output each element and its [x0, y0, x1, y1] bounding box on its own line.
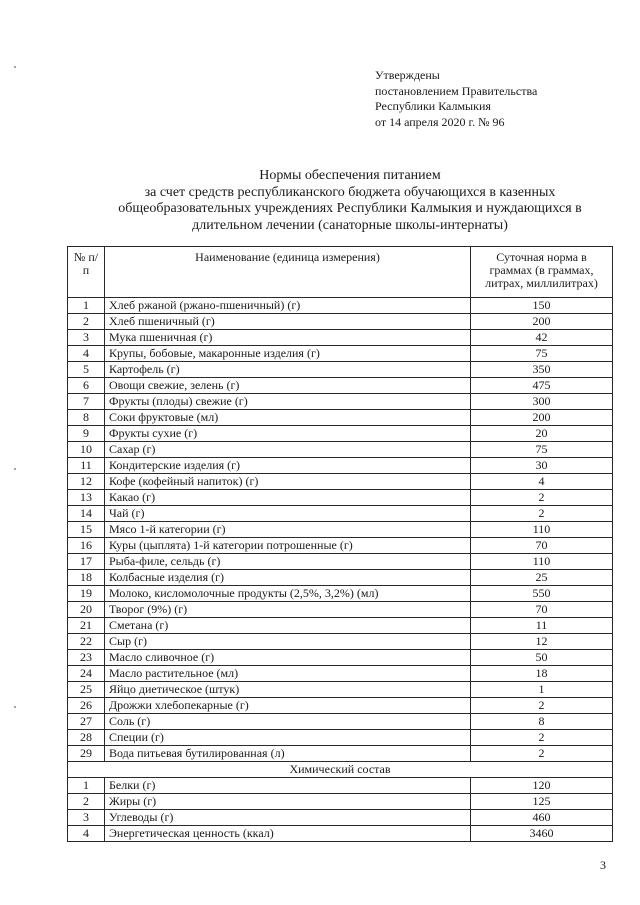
row-name: Картофель (г) — [105, 362, 471, 378]
row-number: 18 — [68, 570, 105, 586]
row-value: 550 — [471, 586, 613, 602]
row-name: Мясо 1-й категории (г) — [105, 522, 471, 538]
row-name: Колбасные изделия (г) — [105, 570, 471, 586]
row-number: 13 — [68, 490, 105, 506]
header-daily-norm: Суточная норма в граммах (в граммах, литрах, миллилитрах) — [471, 247, 613, 298]
row-number: 27 — [68, 714, 105, 730]
row-name: Фрукты (плоды) свежие (г) — [105, 394, 471, 410]
row-name: Вода питьевая бутилированная (л) — [105, 746, 471, 762]
row-name: Масло растительное (мл) — [105, 666, 471, 682]
row-name: Молоко, кисломолочные продукты (2,5%, 3,2%) (мл) — [105, 586, 471, 602]
row-name: Соль (г) — [105, 714, 471, 730]
table-row — [68, 442, 613, 458]
row-value: 50 — [471, 650, 613, 666]
row-value: 18 — [471, 666, 613, 682]
row-number: 8 — [68, 410, 105, 426]
row-number: 9 — [68, 426, 105, 442]
row-name: Хлеб ржаной (ржано-пшеничный) (г) — [105, 298, 471, 314]
table-row — [68, 810, 613, 826]
row-number: 22 — [68, 634, 105, 650]
row-name: Творог (9%) (г) — [105, 602, 471, 618]
row-name: Куры (цыплята) 1-й категории потрошенные (г) — [105, 538, 471, 554]
table-row — [68, 682, 613, 698]
row-value: 125 — [471, 794, 613, 810]
table-row — [68, 746, 613, 762]
row-value: 3460 — [471, 826, 613, 842]
table-row — [68, 554, 613, 570]
row-number: 4 — [68, 346, 105, 362]
row-number: 15 — [68, 522, 105, 538]
row-value: 300 — [471, 394, 613, 410]
row-value: 25 — [471, 570, 613, 586]
row-name: Яйцо диетическое (штук) — [105, 682, 471, 698]
row-name: Масло сливочное (г) — [105, 650, 471, 666]
row-number: 17 — [68, 554, 105, 570]
row-value: 75 — [471, 442, 613, 458]
row-number: 14 — [68, 506, 105, 522]
approval-line: Республики Калмыкия — [375, 99, 491, 113]
row-name: Сахар (г) — [105, 442, 471, 458]
row-name: Фрукты сухие (г) — [105, 426, 471, 442]
row-value: 30 — [471, 458, 613, 474]
scan-speck — [14, 706, 16, 708]
row-value: 4 — [471, 474, 613, 490]
table-row — [68, 490, 613, 506]
table-row — [68, 474, 613, 490]
table-row — [68, 618, 613, 634]
row-number: 28 — [68, 730, 105, 746]
row-value: 20 — [471, 426, 613, 442]
row-name: Сметана (г) — [105, 618, 471, 634]
table-row — [68, 522, 613, 538]
section-title: Химический состав — [68, 762, 613, 778]
row-name: Сыр (г) — [105, 634, 471, 650]
table-row — [68, 650, 613, 666]
row-name: Хлеб пшеничный (г) — [105, 314, 471, 330]
row-number: 2 — [68, 314, 105, 330]
table-row — [68, 314, 613, 330]
table-row — [68, 378, 613, 394]
table-row — [68, 570, 613, 586]
row-value: 2 — [471, 698, 613, 714]
row-number: 7 — [68, 394, 105, 410]
row-value: 70 — [471, 538, 613, 554]
title-line: общеобразовательных учреждениях Республики Калмыкия и нуждающихся в — [118, 201, 582, 216]
row-value: 2 — [471, 730, 613, 746]
row-value: 12 — [471, 634, 613, 650]
row-number: 20 — [68, 602, 105, 618]
row-value: 42 — [471, 330, 613, 346]
row-name: Специи (г) — [105, 730, 471, 746]
table-row — [68, 346, 613, 362]
table-row — [68, 330, 613, 346]
row-value: 200 — [471, 314, 613, 330]
row-number: 1 — [68, 298, 105, 314]
approval-block — [375, 68, 537, 130]
row-number: 19 — [68, 586, 105, 602]
table-row — [68, 298, 613, 314]
document-title — [60, 168, 640, 234]
row-value: 1 — [471, 682, 613, 698]
row-number: 23 — [68, 650, 105, 666]
row-value: 110 — [471, 554, 613, 570]
table-row — [68, 586, 613, 602]
row-value: 120 — [471, 778, 613, 794]
header-number: № п/п — [68, 247, 105, 298]
row-value: 350 — [471, 362, 613, 378]
row-name: Какао (г) — [105, 490, 471, 506]
table-row — [68, 394, 613, 410]
row-value: 475 — [471, 378, 613, 394]
table-row — [68, 730, 613, 746]
row-name: Энергетическая ценность (ккал) — [105, 826, 471, 842]
row-value: 75 — [471, 346, 613, 362]
row-name: Чай (г) — [105, 506, 471, 522]
row-name: Крупы, бобовые, макаронные изделия (г) — [105, 346, 471, 362]
table-row — [68, 826, 613, 842]
row-name: Жиры (г) — [105, 794, 471, 810]
nutrition-norms-table — [67, 246, 613, 842]
table-row — [68, 362, 613, 378]
row-number: 16 — [68, 538, 105, 554]
row-number: 12 — [68, 474, 105, 490]
title-line: Нормы обеспечения питанием — [259, 168, 441, 183]
table-row — [68, 602, 613, 618]
row-value: 2 — [471, 506, 613, 522]
row-value: 2 — [471, 490, 613, 506]
table-row — [68, 666, 613, 682]
row-number: 21 — [68, 618, 105, 634]
row-name: Дрожжи хлебопекарные (г) — [105, 698, 471, 714]
scan-speck — [14, 468, 16, 470]
table-row — [68, 506, 613, 522]
row-name: Мука пшеничная (г) — [105, 330, 471, 346]
scan-speck — [14, 66, 16, 68]
table-row — [68, 698, 613, 714]
row-value: 150 — [471, 298, 613, 314]
row-number: 26 — [68, 698, 105, 714]
row-value: 110 — [471, 522, 613, 538]
table-row — [68, 538, 613, 554]
row-number: 1 — [68, 778, 105, 794]
row-name: Соки фруктовые (мл) — [105, 410, 471, 426]
row-number: 5 — [68, 362, 105, 378]
row-name: Кофе (кофейный напиток) (г) — [105, 474, 471, 490]
approval-line: Утверждены — [375, 68, 440, 82]
approval-line: постановлением Правительства — [375, 83, 538, 98]
row-value: 70 — [471, 602, 613, 618]
row-number: 29 — [68, 746, 105, 762]
title-line: длительном лечении (санаторные школы-интернаты) — [192, 217, 508, 233]
row-value: 200 — [471, 410, 613, 426]
table-row — [68, 410, 613, 426]
table-row — [68, 778, 613, 794]
approval-line: от 14 апреля 2020 г. № 96 — [375, 114, 505, 129]
table-header-row — [68, 247, 613, 298]
row-number: 3 — [68, 330, 105, 346]
table-row — [68, 458, 613, 474]
section-row — [68, 762, 613, 778]
row-value: 8 — [471, 714, 613, 730]
table-row — [68, 794, 613, 810]
row-number: 3 — [68, 810, 105, 826]
row-name: Кондитерские изделия (г) — [105, 458, 471, 474]
row-value: 11 — [471, 618, 613, 634]
row-number: 6 — [68, 378, 105, 394]
row-value: 2 — [471, 746, 613, 762]
table-row — [68, 714, 613, 730]
table-row — [68, 634, 613, 650]
row-number: 10 — [68, 442, 105, 458]
row-name: Белки (г) — [105, 778, 471, 794]
row-number: 25 — [68, 682, 105, 698]
row-value: 460 — [471, 810, 613, 826]
header-name: Наименование (единица измерения) — [105, 247, 471, 298]
title-line: за счет средств республиканского бюджета обучающихся в казенных — [144, 184, 556, 200]
row-number: 11 — [68, 458, 105, 474]
row-number: 2 — [68, 794, 105, 810]
table-row — [68, 426, 613, 442]
row-number: 24 — [68, 666, 105, 682]
row-name: Овощи свежие, зелень (г) — [105, 378, 471, 394]
page-number: 3 — [600, 858, 606, 872]
row-name: Углеводы (г) — [105, 810, 471, 826]
table-body — [68, 298, 613, 842]
row-number: 4 — [68, 826, 105, 842]
row-name: Рыба-филе, сельдь (г) — [105, 554, 471, 570]
